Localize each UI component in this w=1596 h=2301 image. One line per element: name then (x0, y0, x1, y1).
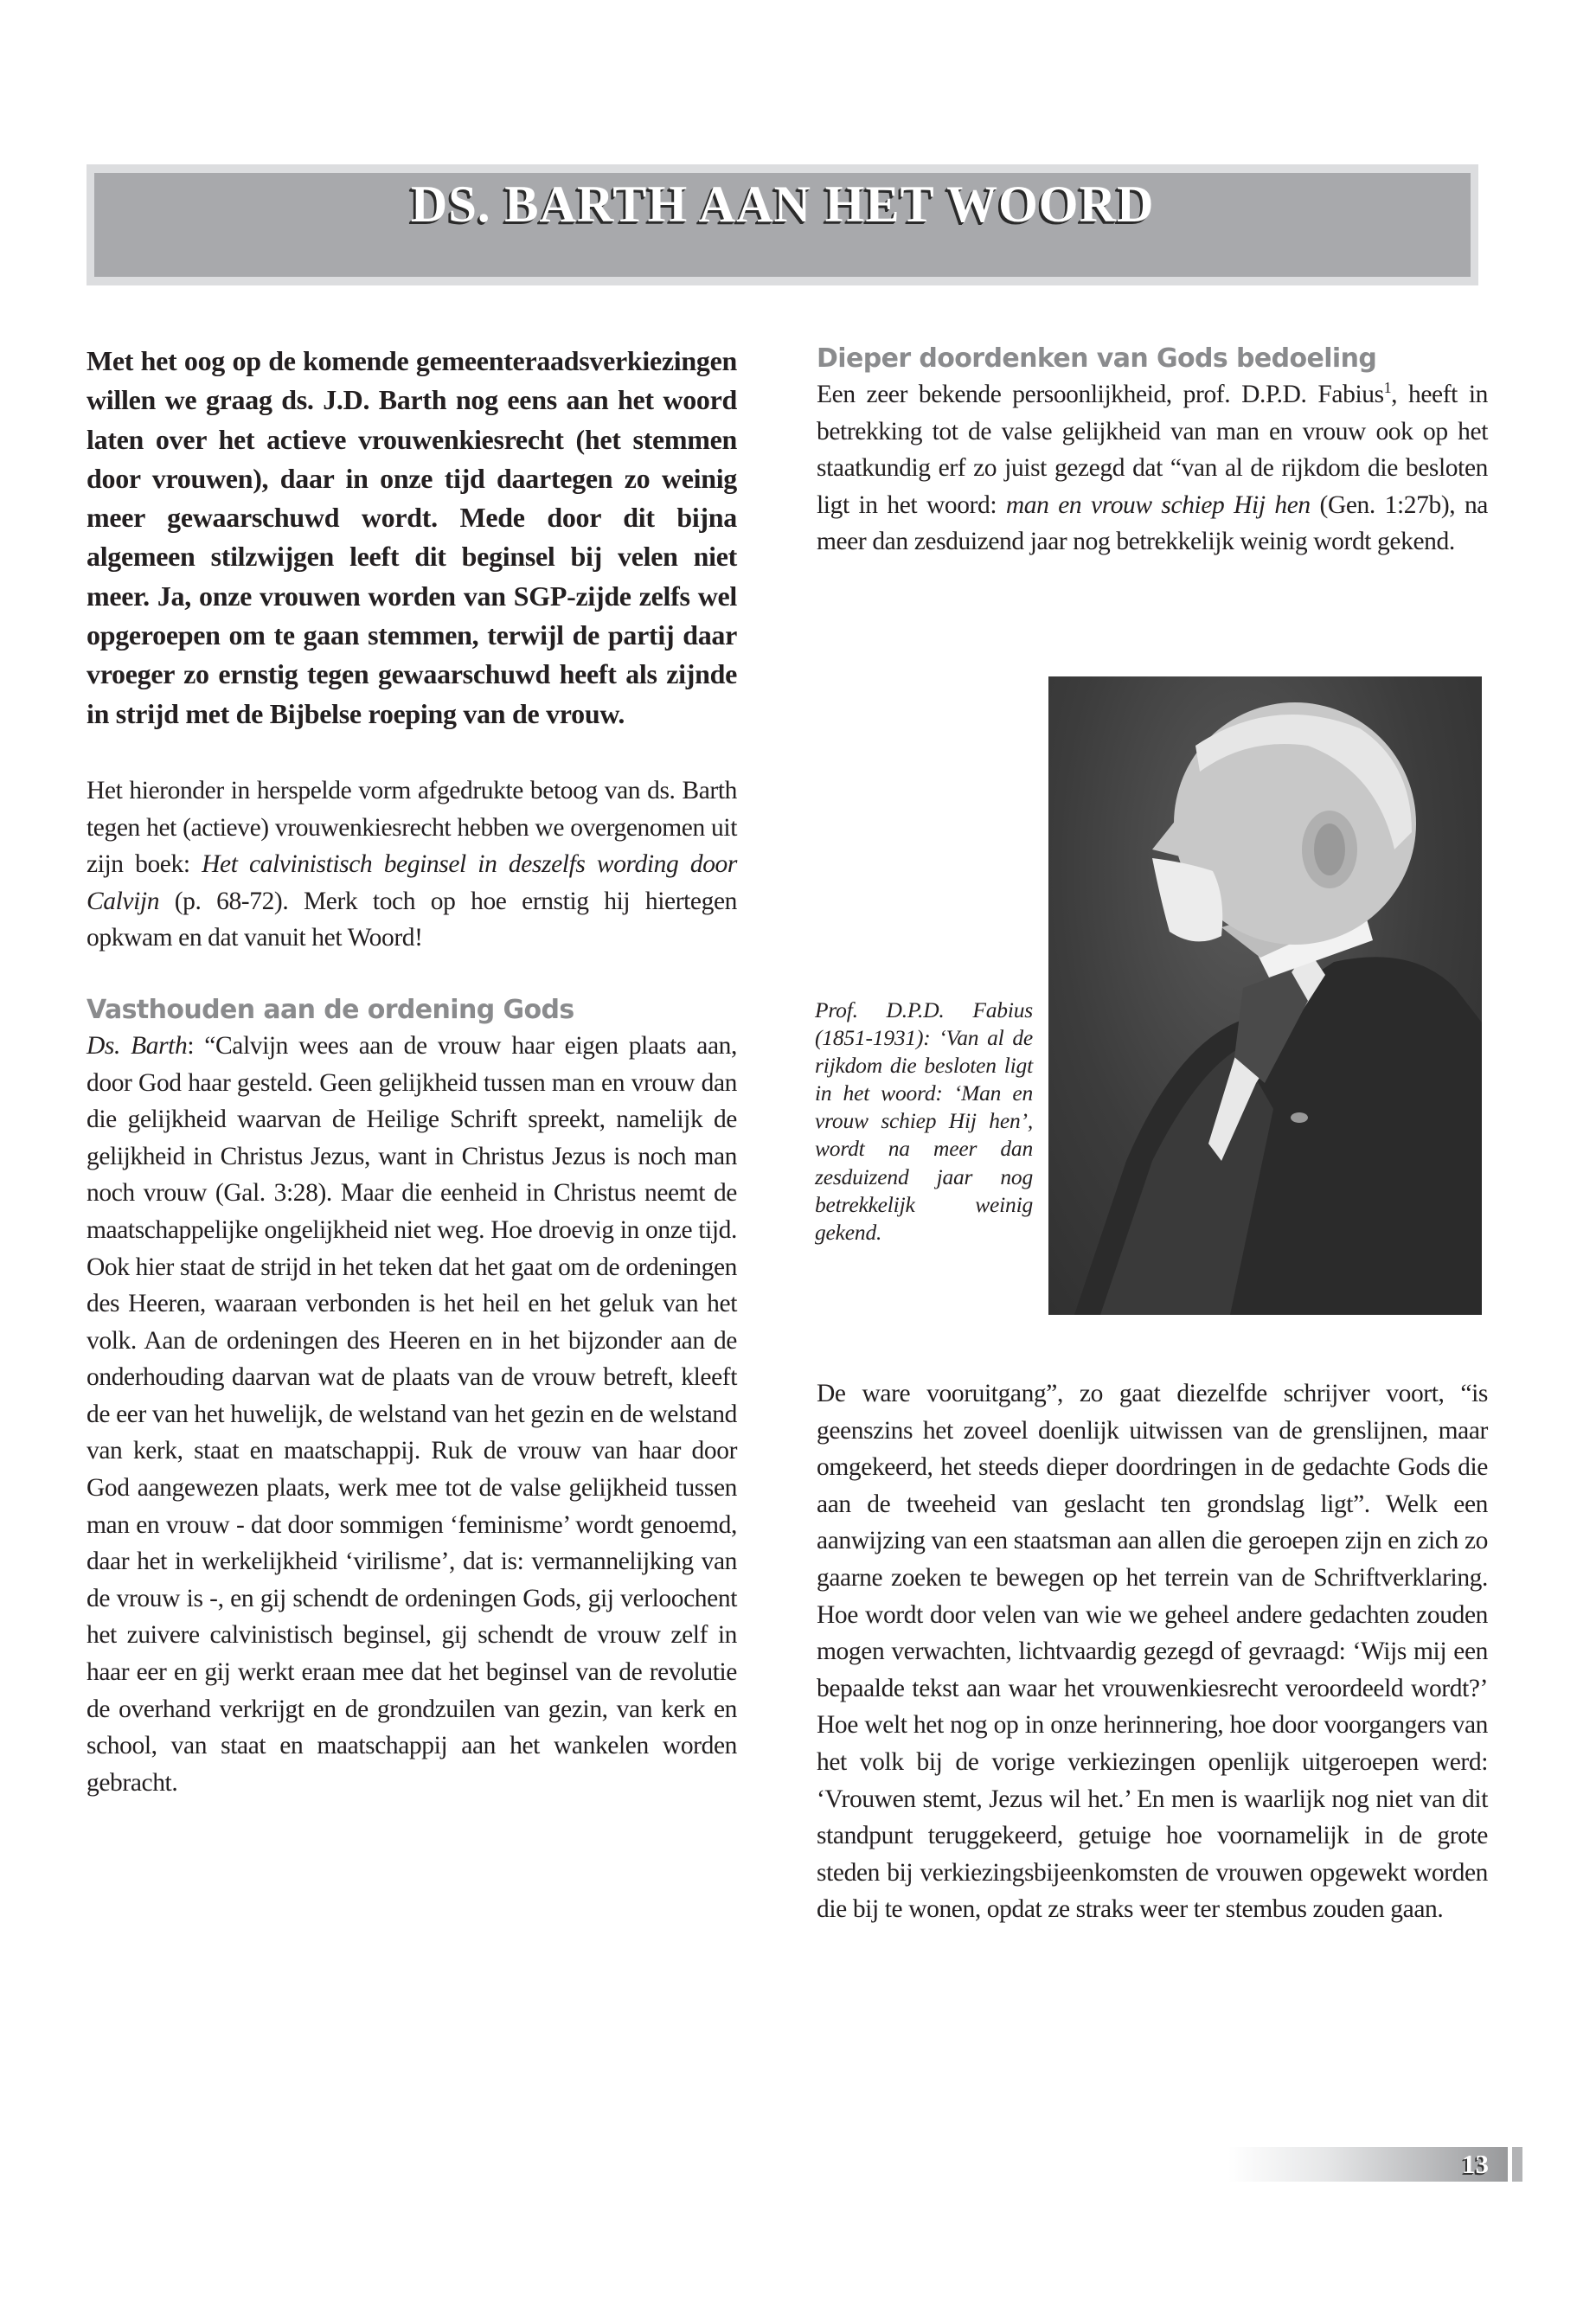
section-heading-ordening: Vasthouden aan de ordening Gods (87, 994, 574, 1025)
book-title: Het calvinistisch beginsel in deszelfs wording door Calvijn (87, 850, 737, 915)
title-banner-inner (94, 173, 1471, 277)
page-number-bar (1228, 2147, 1508, 2182)
page-number: 13 (1462, 2149, 1489, 2179)
barth-quote-paragraph (87, 1028, 737, 1801)
section-heading-bedoeling: Dieper doordenken van Gods bedoeling (817, 343, 1377, 374)
right-column (817, 342, 1488, 561)
lead-text-end: (p. 68-72). Merk toch op hoe ernstig hij hiertegen opkwam en dat vanuit het Woord! (87, 887, 737, 952)
speaker-name: Ds. Barth (87, 1031, 188, 1060)
page-title: DS. BARTH AAN HET WOORD (410, 176, 1155, 234)
left-column (87, 342, 737, 1801)
lead-text: Het hieronder in herspelde vorm afgedrukte betoog van ds. Barth tegen het (actieve) vrouwenkiesrecht hebben we overgenomen uit zijn boek: (87, 776, 737, 879)
right-column-continuation (817, 1375, 1488, 1928)
scripture-quote: man en vrouw schiep Hij hen (1005, 490, 1311, 519)
footnote-marker[interactable]: 1 (1383, 379, 1392, 397)
title-banner (87, 164, 1478, 285)
continuation-paragraph: De ware vooruitgang”, zo gaat diezelfde schrijver voort, “is geenszins het zoveel doenlijk uitwissen van de grenslijnen, maar omgekeerd, het steeds dieper doordringen in de gedachte Gods die aan de tweeheid van geslacht ten grondslag ligt”. Welk een aanwijzing van een staatsman aan allen die geroepen zijn en zich zo gaarne zoeken te bewegen op het terrein van de Schriftverklaring. Hoe wordt door velen van wie we geheel andere gedachten zouden mogen verwachten, lichtvaardig gezegd of gevraagd: ‘Wijs mij een bepaalde tekst aan waar het vrouwenkiesrecht veroordeeld wordt?’ Hoe welt het nog op in onze herinnering, hoe door voorgangers van het volk bij de vorige verkiezingen openlijk uitgeroepen werd: ‘Vrouwen stemt, Jezus wil het.’ En men is waarlijk nog niet van dit standpunt teruggekeerd, getuige hoe voornamelijk in de grote steden bij verkiezingsbijeenkomsten de vrouwen opgewekt worden die bij te wonen, opdat ze straks weer ter stembus zouden gaan. (817, 1380, 1488, 1924)
fabius-text-mid: , heeft in betrekking tot de valse gelijkheid van man en vrouw ook op het staatkundig erf zo juist gezegd dat “van al de rijkdom die besloten ligt in het woord: (817, 381, 1488, 519)
photo-caption: Prof. D.P.D. Fabius (1851-1931): ‘Van al de rijkdom die besloten ligt in het woord: ‘Man en vrouw schiep Hij hen’, wordt na meer dan zesduizend jaar nog betrekkelijk weinig gekend. (815, 997, 1033, 1245)
fabius-paragraph (817, 376, 1488, 561)
intro-paragraph: Met het oog op de komende gemeenteraadsverkiezingen willen we graag ds. J.D. Barth nog eens aan het woord laten over het actieve vrouwenkiesrecht (het stemmen door vrouwen), daar in onze tijd daartegen zo weinig meer gewaarschuwd wordt. Mede door dit bijna algemeen stilzwijgen leeft dit beginsel bij velen niet meer. Ja, onze vrouwen worden van SGP-zijde zelfs wel opgeroepen om te gaan stemmen, terwijl de partij daar vroeger zo ernstig tegen gewaarschuwd heeft als zijnde in strijd met de Bijbelse roeping van de vrouw. (87, 345, 737, 729)
page-number-tab (1512, 2147, 1522, 2182)
quote-text: : “Calvijn wees aan de vrouw haar eigen plaats aan, door God haar gesteld. Geen gelijkheid tussen man en vrouw dan die gelijkheid waarvan de Heilige Schrift spreekt, namelijk de gelijkheid in Christus Jezus, want in Christus Jezus is noch man noch vrouw (Gal. 3:28). Maar die eenheid in Christus neemt de maatschappelijke ongelijkheid niet weg. Hoe droevig in onze tijd. Ook hier staat de strijd in het teken dat het gaat om de ordeningen des Heeren, waaraan verbonden is het heil en het geluk van het volk. Aan de ordeningen des Heeren en in het bijzonder aan de onderhouding daarvan wat de plaats van de vrouw betreft, kleeft de eer van het huwelijk, de welstand van het gezin en de welstand van kerk, staat en maatschappij. Ruk de vrouw van haar door God aangewezen plaats, werk mee tot de valse gelijkheid tussen man en vrouw - dat door sommigen ‘feminisme’ wordt genoemd, daar het in werkelijkheid ‘virilisme’, dat is: vermannelijking van de vrouw is -, en gij schendt de ordeningen Gods, gij verloochent het zuivere calvinistisch beginsel, gij schendt de vrouw zelf in haar eer en gij werkt eraan mee dat het beginsel van de revolutie de overhand verkrijgt en de grondzuilen van gezin, van kerk en school, van staat en maatschappij aan het wankelen worden gebracht. (87, 1031, 737, 1797)
portrait-photo (1048, 676, 1482, 1315)
portrait-illustration-icon (1048, 676, 1482, 1315)
fabius-text: Een zeer bekende persoonlijkheid, prof. D.P.D. Fabius (817, 381, 1384, 408)
lead-paragraph (87, 772, 737, 957)
fabius-text-end: (Gen. 1:27b), na meer dan zesduizend jaar nog betrekkelijk weinig wordt gekend. (817, 490, 1488, 556)
